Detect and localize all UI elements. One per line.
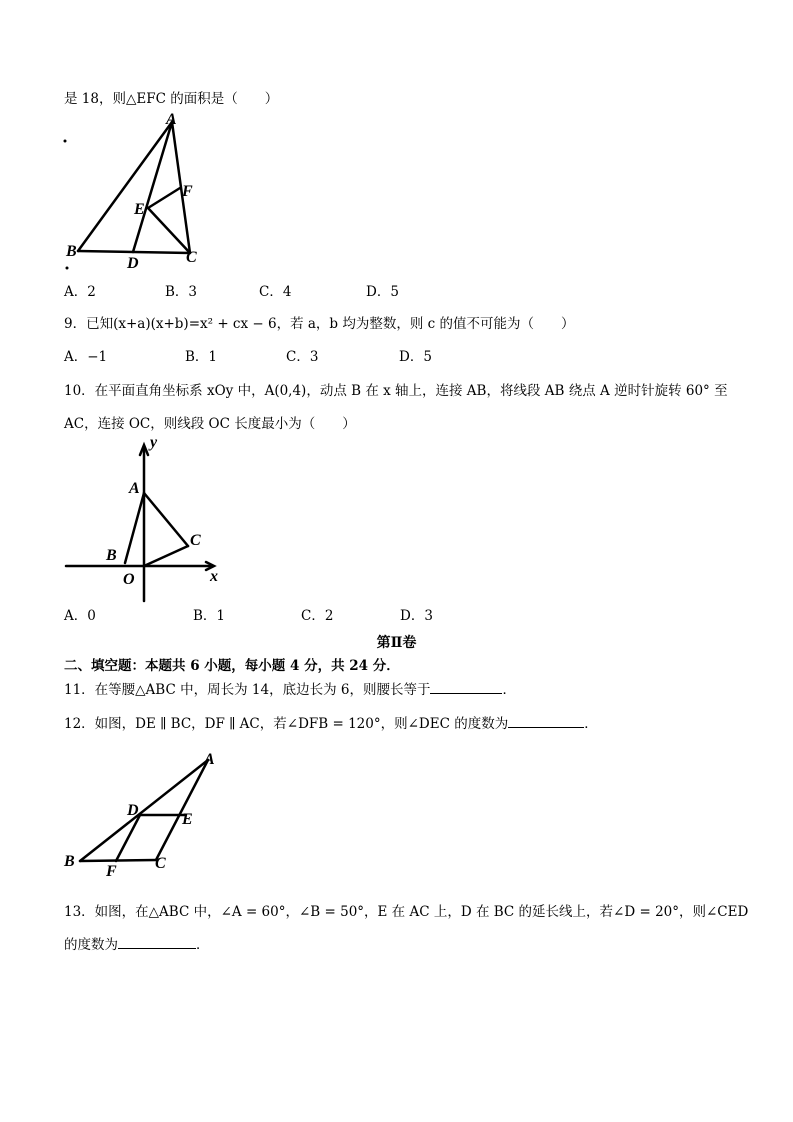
q12-label-E: E xyxy=(182,811,193,828)
q8-option-c: C．4 xyxy=(259,284,292,300)
q10-label-O: O xyxy=(123,571,135,588)
volume-title: 第Ⅱ卷 xyxy=(376,635,417,651)
q13-line2-text: 的度数为 xyxy=(64,937,118,953)
q8-triangle-figure xyxy=(60,111,220,276)
q13-end: ． xyxy=(196,937,210,953)
q10-option-a: A．0 xyxy=(64,608,96,624)
q12-triangle-figure xyxy=(60,748,230,888)
q13-line2 xyxy=(64,935,210,954)
q11-answer-blank[interactable] xyxy=(430,680,502,694)
q8-label-D: D xyxy=(127,255,139,272)
q10-option-b: B．1 xyxy=(193,608,226,624)
q10-label-y: y xyxy=(150,434,158,451)
q12-label-B: B xyxy=(64,853,75,870)
q10-stem-line2: AC，连接 OC，则线段 OC 长度最小为（ ） xyxy=(64,416,356,432)
q8-option-b: B．3 xyxy=(165,284,198,300)
q12-answer-blank[interactable] xyxy=(508,714,584,728)
q9-option-d: D．5 xyxy=(399,349,432,365)
q10-option-c: C．2 xyxy=(301,608,334,624)
q10-option-d: D．3 xyxy=(400,608,433,624)
q11-question xyxy=(64,680,516,699)
q12-label-C: C xyxy=(155,855,166,872)
q13-answer-blank[interactable] xyxy=(118,935,196,949)
q8-label-A: A xyxy=(166,111,177,128)
q9-option-a: A．−1 xyxy=(64,349,108,365)
q10-label-A: A xyxy=(129,480,140,497)
q11-end: ． xyxy=(502,682,516,698)
q12-label-F: F xyxy=(106,863,117,880)
q9-stem: 9．已知(x+a)(x+b)=x² + cx − 6，若 a，b 均为整数，则 c 的值不可能为（ ） xyxy=(64,316,575,332)
q13-line1: 13．如图，在△ABC 中，∠A = 60°，∠B = 50°，E 在 AC 上，D 在 BC 的延长线上，若∠D = 20°，则∠CED xyxy=(64,904,749,920)
q10-coordinate-figure xyxy=(60,435,240,605)
q9-option-c: C．3 xyxy=(286,349,319,365)
q8-stem-tail: 是 18，则△EFC 的面积是（ ） xyxy=(64,91,279,107)
q11-text: 11．在等腰△ABC 中，周长为 14，底边长为 6，则腰长等于 xyxy=(64,682,431,698)
q12-end: ． xyxy=(584,716,598,732)
q12-label-A: A xyxy=(204,751,215,768)
q10-label-C: C xyxy=(190,532,201,549)
q10-label-x: x xyxy=(210,568,218,585)
q8-label-C: C xyxy=(186,249,197,266)
q8-label-E: E xyxy=(134,201,145,218)
q8-option-a: A．2 xyxy=(64,284,96,300)
q12-text: 12．如图，DE ∥ BC，DF ∥ AC，若∠DFB = 120°，则∠DEC 的度数为 xyxy=(64,716,509,732)
q9-option-b: B．1 xyxy=(185,349,218,365)
q8-label-B: B xyxy=(66,243,77,260)
section-heading: 二、填空题：本题共 6 小题，每小题 4 分，共 24 分． xyxy=(64,658,400,674)
q8-label-F: F xyxy=(182,183,193,200)
q10-label-B: B xyxy=(106,547,117,564)
q8-option-d: D．5 xyxy=(366,284,399,300)
q12-question xyxy=(64,714,598,733)
q12-label-D: D xyxy=(127,802,139,819)
q10-stem-line1: 10．在平面直角坐标系 xOy 中，A(0,4)，动点 B 在 x 轴上，连接 AB，将线段 AB 绕点 A 逆时针旋转 60° 至 xyxy=(64,383,728,399)
